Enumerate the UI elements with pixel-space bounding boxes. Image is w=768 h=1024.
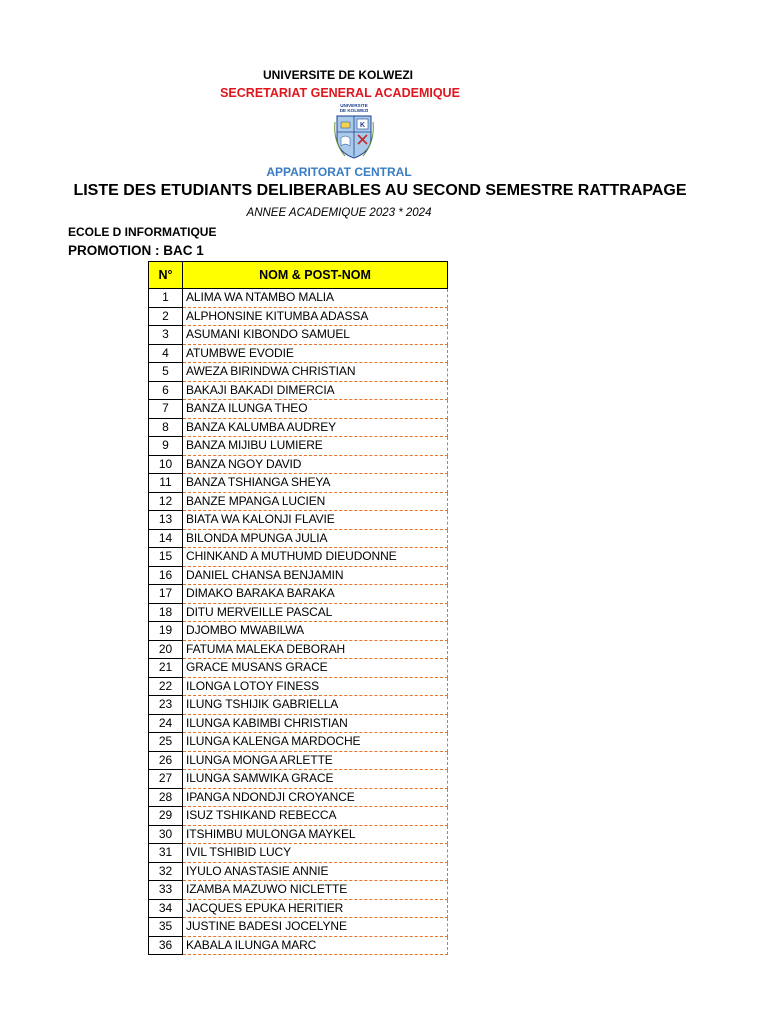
table-row (149, 529, 448, 548)
student-name: BANZE MPANGA LUCIEN (183, 492, 448, 511)
promotion-label: PROMOTION : BAC 1 (68, 243, 204, 258)
table-row (149, 511, 448, 530)
table-row (149, 640, 448, 659)
student-name: JACQUES EPUKA HERITIER (183, 899, 448, 918)
svg-text:DE KOLWEZI: DE KOLWEZI (339, 108, 369, 113)
row-number: 4 (149, 344, 183, 363)
student-name: ILUNGA SAMWIKA GRACE (183, 770, 448, 789)
student-name: BANZA MIJIBU LUMIERE (183, 437, 448, 456)
table-row (149, 696, 448, 715)
table-row (149, 437, 448, 456)
table-row (149, 862, 448, 881)
student-name: ILUNGA MONGA ARLETTE (183, 751, 448, 770)
row-number: 3 (149, 326, 183, 345)
table-row (149, 807, 448, 826)
table-row (149, 936, 448, 955)
row-number: 1 (149, 289, 183, 308)
row-number: 11 (149, 474, 183, 493)
student-name: DANIEL CHANSA BENJAMIN (183, 566, 448, 585)
table-row (149, 751, 448, 770)
row-number: 33 (149, 881, 183, 900)
row-number: 7 (149, 400, 183, 419)
row-number: 27 (149, 770, 183, 789)
student-name: DJOMBO MWABILWA (183, 622, 448, 641)
table-row (149, 381, 448, 400)
row-number: 32 (149, 862, 183, 881)
student-name: ISUZ TSHIKAND REBECCA (183, 807, 448, 826)
row-number: 30 (149, 825, 183, 844)
student-name: ALIMA WA NTAMBO MALIA (183, 289, 448, 308)
row-number: 19 (149, 622, 183, 641)
student-name: JUSTINE BADESI JOCELYNE (183, 918, 448, 937)
student-name: BANZA TSHIANGA SHEYA (183, 474, 448, 493)
student-name: ILUNG TSHIJIK GABRIELLA (183, 696, 448, 715)
row-number: 2 (149, 307, 183, 326)
table-row (149, 677, 448, 696)
row-number: 24 (149, 714, 183, 733)
table-row (149, 899, 448, 918)
student-name: ITSHIMBU MULONGA MAYKEL (183, 825, 448, 844)
table-row (149, 326, 448, 345)
row-number: 29 (149, 807, 183, 826)
table-row (149, 844, 448, 863)
student-name: BANZA ILUNGA THEO (183, 400, 448, 419)
student-name: ILONGA LOTOY FINESS (183, 677, 448, 696)
row-number: 21 (149, 659, 183, 678)
column-header-number: N° (149, 262, 183, 289)
table-row (149, 548, 448, 567)
student-name: BILONDA MPUNGA JULIA (183, 529, 448, 548)
table-row (149, 344, 448, 363)
row-number: 13 (149, 511, 183, 530)
table-row (149, 881, 448, 900)
row-number: 9 (149, 437, 183, 456)
student-name: IZAMBA MAZUWO NICLETTE (183, 881, 448, 900)
student-name: ASUMANI KIBONDO SAMUEL (183, 326, 448, 345)
row-number: 12 (149, 492, 183, 511)
table-row (149, 622, 448, 641)
university-logo (331, 102, 377, 160)
logo-lettering: UNIVERSITE (340, 103, 368, 108)
table-row (149, 289, 448, 308)
row-number: 18 (149, 603, 183, 622)
row-number: 20 (149, 640, 183, 659)
student-name: KABALA ILUNGA MARC (183, 936, 448, 955)
student-name: ALPHONSINE KITUMBA ADASSA (183, 307, 448, 326)
row-number: 16 (149, 566, 183, 585)
row-number: 14 (149, 529, 183, 548)
table-body (149, 289, 448, 955)
table-row (149, 492, 448, 511)
student-name: GRACE MUSANS GRACE (183, 659, 448, 678)
table-row (149, 714, 448, 733)
row-number: 17 (149, 585, 183, 604)
row-number: 36 (149, 936, 183, 955)
student-name: IPANGA NDONDJI CROYANCE (183, 788, 448, 807)
table-row (149, 733, 448, 752)
row-number: 26 (149, 751, 183, 770)
table-row (149, 585, 448, 604)
row-number: 15 (149, 548, 183, 567)
school-name: ECOLE D INFORMATIQUE (68, 225, 217, 239)
student-name: FATUMA MALEKA DEBORAH (183, 640, 448, 659)
students-table (148, 261, 448, 955)
student-name: BAKAJI BAKADI DIMERCIA (183, 381, 448, 400)
table-row (149, 918, 448, 937)
row-number: 5 (149, 363, 183, 382)
table-row (149, 400, 448, 419)
table-row (149, 788, 448, 807)
student-name: BANZA NGOY DAVID (183, 455, 448, 474)
student-name: AWEZA BIRINDWA CHRISTIAN (183, 363, 448, 382)
table-row (149, 418, 448, 437)
student-name: ILUNGA KABIMBI CHRISTIAN (183, 714, 448, 733)
table-row (149, 566, 448, 585)
svg-text:K: K (359, 122, 366, 129)
student-name: ATUMBWE EVODIE (183, 344, 448, 363)
row-number: 31 (149, 844, 183, 863)
student-name: BANZA KALUMBA AUDREY (183, 418, 448, 437)
table-row (149, 307, 448, 326)
table-row (149, 659, 448, 678)
row-number: 22 (149, 677, 183, 696)
student-name: BIATA WA KALONJI FLAVIE (183, 511, 448, 530)
row-number: 10 (149, 455, 183, 474)
table-row (149, 603, 448, 622)
row-number: 8 (149, 418, 183, 437)
table-row (149, 825, 448, 844)
student-name: IVIL TSHIBID LUCY (183, 844, 448, 863)
table-row (149, 363, 448, 382)
table-row (149, 455, 448, 474)
row-number: 34 (149, 899, 183, 918)
table-row (149, 770, 448, 789)
column-header-name: NOM & POST-NOM (183, 262, 448, 289)
table-row (149, 474, 448, 493)
row-number: 23 (149, 696, 183, 715)
student-name: IYULO ANASTASIE ANNIE (183, 862, 448, 881)
row-number: 6 (149, 381, 183, 400)
student-name: ILUNGA KALENGA MARDOCHE (183, 733, 448, 752)
student-name: DITU MERVEILLE PASCAL (183, 603, 448, 622)
row-number: 35 (149, 918, 183, 937)
student-name: CHINKAND A MUTHUMD DIEUDONNE (183, 548, 448, 567)
row-number: 28 (149, 788, 183, 807)
student-name: DIMAKO BARAKA BARAKA (183, 585, 448, 604)
row-number: 25 (149, 733, 183, 752)
table-header-row (149, 262, 448, 289)
